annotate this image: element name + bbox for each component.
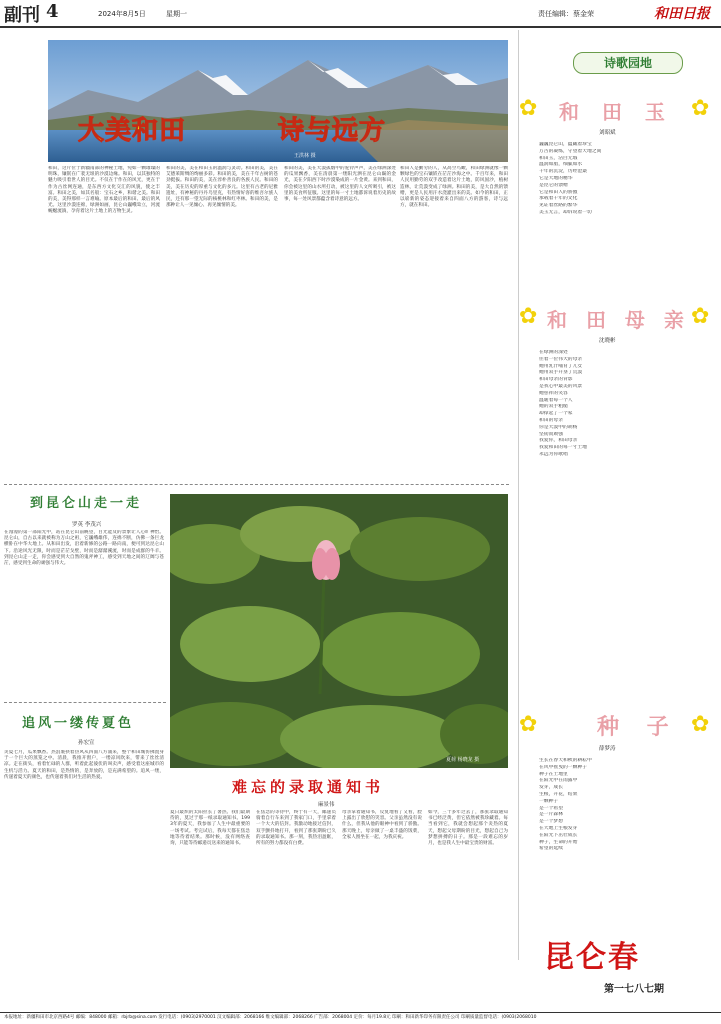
poem1-body bbox=[539, 142, 709, 217]
main-article-col3: 和田的美，美在大漠孤烟中的驼铃声声，美在绿洲深处的瓜果飘香，美在清晨第一缕阳光洒在昆仑山巅的金光，美在夕阳西下时沙漠染成的一片金黄。来到和田，你会被这里的山水所打动，被这里的人文所吸引，被这里的美食所征服。这里的每一寸土地都诉说着历史的故事，每一处风景都蕴含着诗意的远方。 bbox=[284, 166, 396, 203]
poem-line: 温润如脂，细腻如水 bbox=[539, 162, 583, 168]
poem-line: 是一个梦想 bbox=[539, 819, 563, 825]
divider bbox=[4, 484, 509, 485]
poem-line: 种子在土地里 bbox=[539, 771, 568, 777]
flower-icon: ✿ bbox=[519, 304, 538, 329]
poem-line: 是一个希望 bbox=[539, 805, 563, 811]
poem-line: 在阳光中在雨露中 bbox=[539, 778, 578, 784]
poem-line: 种子，生命的开始 bbox=[539, 839, 578, 845]
poem-line: 她慈祥的笑容 bbox=[539, 390, 568, 396]
poem-line: 住着一位伟大的母亲 bbox=[539, 356, 583, 362]
article2-author: 罗英 李茂兴 bbox=[72, 522, 102, 528]
poem-line: 在风中摇曳的一颗种子 bbox=[539, 764, 587, 770]
flower-icon: ✿ bbox=[691, 96, 710, 121]
poem1-author: 刘昭斌 bbox=[599, 130, 616, 136]
editor-credit: 责任编辑：蔡金荣 bbox=[538, 10, 594, 18]
poem-line: 承载着千年的文化 bbox=[539, 196, 578, 202]
poem3-author: 薛梦涛 bbox=[599, 746, 616, 752]
flower-icon: ✿ bbox=[519, 712, 538, 737]
section-name: 副刊 bbox=[4, 5, 40, 26]
serial-episode: 第一七八七期 bbox=[604, 984, 664, 995]
article4-col4: 如今，三十多年过去了，那张录取通知书已经泛黄，但它依然被我珍藏着。每当看到它，我就会想起那个炎热的夏天，想起父母期盼的目光，想起自己为梦想拼搏的日子。那是一段难忘的岁月，也是我人生中最宝贵的财富。 bbox=[428, 810, 508, 847]
poem-line: 温暖着每一个人 bbox=[539, 397, 573, 403]
masthead-logo: 和田日报 bbox=[654, 6, 710, 22]
poem-line: 和田母亲的背影 bbox=[539, 377, 573, 383]
article4-author: 麻景伟 bbox=[318, 802, 335, 808]
poetry-column bbox=[518, 30, 721, 960]
lotus-pond-image bbox=[170, 494, 508, 768]
poem-line: 万古的凝练，守望着天地之间 bbox=[539, 148, 602, 154]
flower-icon: ✿ bbox=[691, 304, 710, 329]
poem3-title: 种 子 bbox=[597, 714, 679, 740]
article3-body: 炎夏七月，瓜果飘香。热浪裹挟着热风从四面八方涌来，整个和田城仿佛置身于一个巨大的蒸笼之中。清晨，我推开窗户，一缕凉风吹来，带来了丝丝清凉。走在街头，看着忙碌的人群，听着此起彼伏的叫卖声，感受着这座城市的生机与活力。夏天的和田，是热情的，是奔放的，是充满希望的。追风一缕，传递着夏天的颜色，也传递着我们对生活的热爱。 bbox=[4, 750, 164, 780]
main-article-col1: 和田，这片位于新疆南部的神秘土地，宛如一颗璀璨的明珠，镶嵌在广袤无垠的沙漠边缘。和田，以其独特的魅力吸引着世人的目光。不仅在于作在的风光，更在于作为古丝网连通，是东西方文化交汇的风貌，使之丰富。和田之美，如其名般：宝石之乡，和谐之美。和田的美，美得那样一言难喻。原本最后的和田、最后的风光。这里沙漠连绵，绿洲如画，昆仑山巍峨耸立，河流蜿蜒流淌，孕育着这片土地上的万物生灵。 bbox=[48, 166, 160, 215]
poem-line: 生长在春天和秋的耕耘中 bbox=[539, 758, 592, 763]
poem-line: 千年的沉淀，历经沧桑 bbox=[539, 169, 587, 175]
lotus-photo bbox=[170, 494, 508, 768]
poem-line: 是一片森林 bbox=[539, 812, 563, 818]
flower-icon: ✿ bbox=[519, 96, 538, 121]
poem-line: 巍巍昆仑山，蕴藏着珍宝 bbox=[539, 142, 592, 147]
article3-author: 孙宏宣 bbox=[78, 740, 95, 746]
poem-line: 在阳光下茁壮成长 bbox=[539, 832, 578, 838]
lotus-photo-credit: 夏荷 杨晓龙 摄 bbox=[446, 757, 480, 763]
poem-line: 发芽，成长 bbox=[539, 785, 563, 791]
poem-line: 她用乳汁哺育了儿女 bbox=[539, 363, 583, 369]
article3-title: 追风一缕传夏色 bbox=[22, 716, 135, 731]
article4-col1: 夏日最炽的太阳拉长了暑热。我们最期待的，莫过于那一纸录取通知书。1993年的夏天，我参加了人生中最重要的一场考试。考完试后，我每天都在焦急地等待着结果。那时候，没有网络查询，只能等待邮递员送来的通知书。 bbox=[170, 810, 250, 847]
divider bbox=[4, 702, 166, 703]
poem-line: 你是大漠中的胡杨 bbox=[539, 424, 578, 430]
photo-credit: 王洪林 摄 bbox=[294, 153, 316, 159]
issue-weekday: 星期一 bbox=[166, 10, 187, 18]
poem-line: 见证着丝路的繁华 bbox=[539, 203, 578, 209]
poem-line: 它是大地的精华 bbox=[539, 175, 573, 181]
poem-line: 在大地上生根发芽 bbox=[539, 825, 578, 831]
poem-line: 她用双手开垦了荒漠 bbox=[539, 370, 583, 376]
serial-title: 昆仑春 bbox=[544, 940, 640, 975]
hero-title-right: 诗与远方 bbox=[278, 116, 387, 146]
article2-body: 在漫漫的第一部阳光中，站在昆仑山前眺望，目光能及的景象让人心旷神怡。昆仑山，自古以来就被称为万山之祖，它巍峨雄伟，连绵不断，仿佛一条巨龙横卧在中华大地上。从和田出发，沿着新修的公路一路向南，便可到达昆仑山下。沿途风光无限，时而是茫茫戈壁，时而是潺潺溪流，时而是成群的牛羊。到昆仑山走一走，你会感受到大自然的鬼斧神工，感受到天地之间的辽阔与苍茫，感受到生命的顽强与伟大。 bbox=[4, 530, 164, 567]
poem-line: 希望的延续 bbox=[539, 846, 563, 852]
poem-line: 它是和田人的骄傲 bbox=[539, 189, 578, 195]
article4-col3: 母亲拿着通知书，反复地看了又看，脸上露出了欣慰的笑容。父亲虽然没有说什么，但我从他的眼神中看到了骄傲。那天晚上，母亲做了一桌丰盛的饭菜，全家人围坐在一起，为我庆祝。 bbox=[342, 810, 422, 840]
article4-col2: 在焦急的等待中，终于有一天，邮递员骑着自行车来到了我家门口，手里拿着一个大大的信封。我激动地接过信封，双手颤抖地打开，看到了那张期盼已久的录取通知书。那一刻，我热泪盈眶，所有的努力都没有白费。 bbox=[256, 810, 336, 847]
article2-title: 到昆仑山走一走 bbox=[30, 496, 143, 511]
poem-line: 我爱和田的每一寸土地 bbox=[539, 445, 587, 451]
poem-line: 和田玉，洁白无瑕 bbox=[539, 155, 578, 161]
main-article-col4: 和田人是勤劳的人，从高空鸟瞰，和田绿洲就像一颗颗绿色的宝石镶嵌在茫茫沙海之中。千百年来，和田人民用勤劳的双手改造着这片土地，防风固沙，植树造林，让荒漠变成了绿洲。和田的美，是大自然的馈赠，更是人民用汗水浇灌出来的美。如今的和田，正以崭新的姿态迎接着来自四面八方的游客，诗与远方，就在和田。 bbox=[400, 166, 508, 209]
poem-line: 她的双手粗糙 bbox=[539, 404, 568, 410]
issue-date: 2024年8月5日 bbox=[98, 10, 146, 18]
hero-photo bbox=[48, 40, 508, 162]
page-number: 4 bbox=[46, 1, 59, 22]
poem3-body bbox=[539, 758, 709, 853]
article4-title: 难忘的录取通知书 bbox=[232, 778, 385, 796]
poem-line: 我爱你，和田母亲 bbox=[539, 438, 578, 444]
poem-line: 一颗种子 bbox=[539, 798, 559, 804]
poem-line: 是我心中最美的风景 bbox=[539, 383, 583, 389]
footer-info: 本报地址：新疆和田市北京西路4号 邮编：848000 邮箱：rbjrb@sina.com 发行电话：(0903)2970001 汉文编辑部：2068166 维文编辑部：2068266 广告部：2068004 定价：每月19.8元 印刷：和田新华印务有限责任公司 印刷质量监督电话：(0903)2068010 bbox=[0, 1012, 721, 1024]
poem2-title: 和 田 母 亲 bbox=[547, 308, 690, 332]
poetry-column-label: 诗歌园地 bbox=[573, 52, 683, 74]
poem2-author: 沈晓彬 bbox=[599, 338, 616, 344]
poem-line: 是昆仑的馈赠 bbox=[539, 182, 568, 188]
poem-line: 却撑起了一个家 bbox=[539, 411, 573, 417]
main-article-col2: 和田的美，美在和田玉的温润与灵动。和田的美，美在艾德莱斯绸的绚丽多彩。和田的美，美在千年古树的苍劲挺拔。和田的美，美在淳朴善良的各族人民。和田的美，美在历史的厚重与文化的多元。这里有古老的尼雅遗址，有神秘的丹丹乌里克，有热情好客的维吾尔族人民，还有那一望无际的核桃林和红枣林。和田的美，是那种让人一见倾心、再见倾情的美。 bbox=[166, 166, 278, 209]
poem-line: 生根，开花，结果 bbox=[539, 791, 578, 797]
poem2-body bbox=[539, 350, 709, 459]
poem-line: 和田的母亲 bbox=[539, 417, 563, 423]
page-header bbox=[0, 0, 721, 28]
poem-line: 坚韧而顽强 bbox=[539, 431, 563, 437]
poem-line: 永远为你歌唱 bbox=[539, 451, 568, 457]
hero-title-left: 大美和田 bbox=[78, 116, 187, 146]
poem-line: 美玉无言，却诉说着一切 bbox=[539, 209, 592, 215]
poem-line: 在绿洲的深处 bbox=[539, 350, 568, 355]
flower-icon: ✿ bbox=[691, 712, 710, 737]
poem1-title: 和 田 玉 bbox=[559, 100, 673, 124]
